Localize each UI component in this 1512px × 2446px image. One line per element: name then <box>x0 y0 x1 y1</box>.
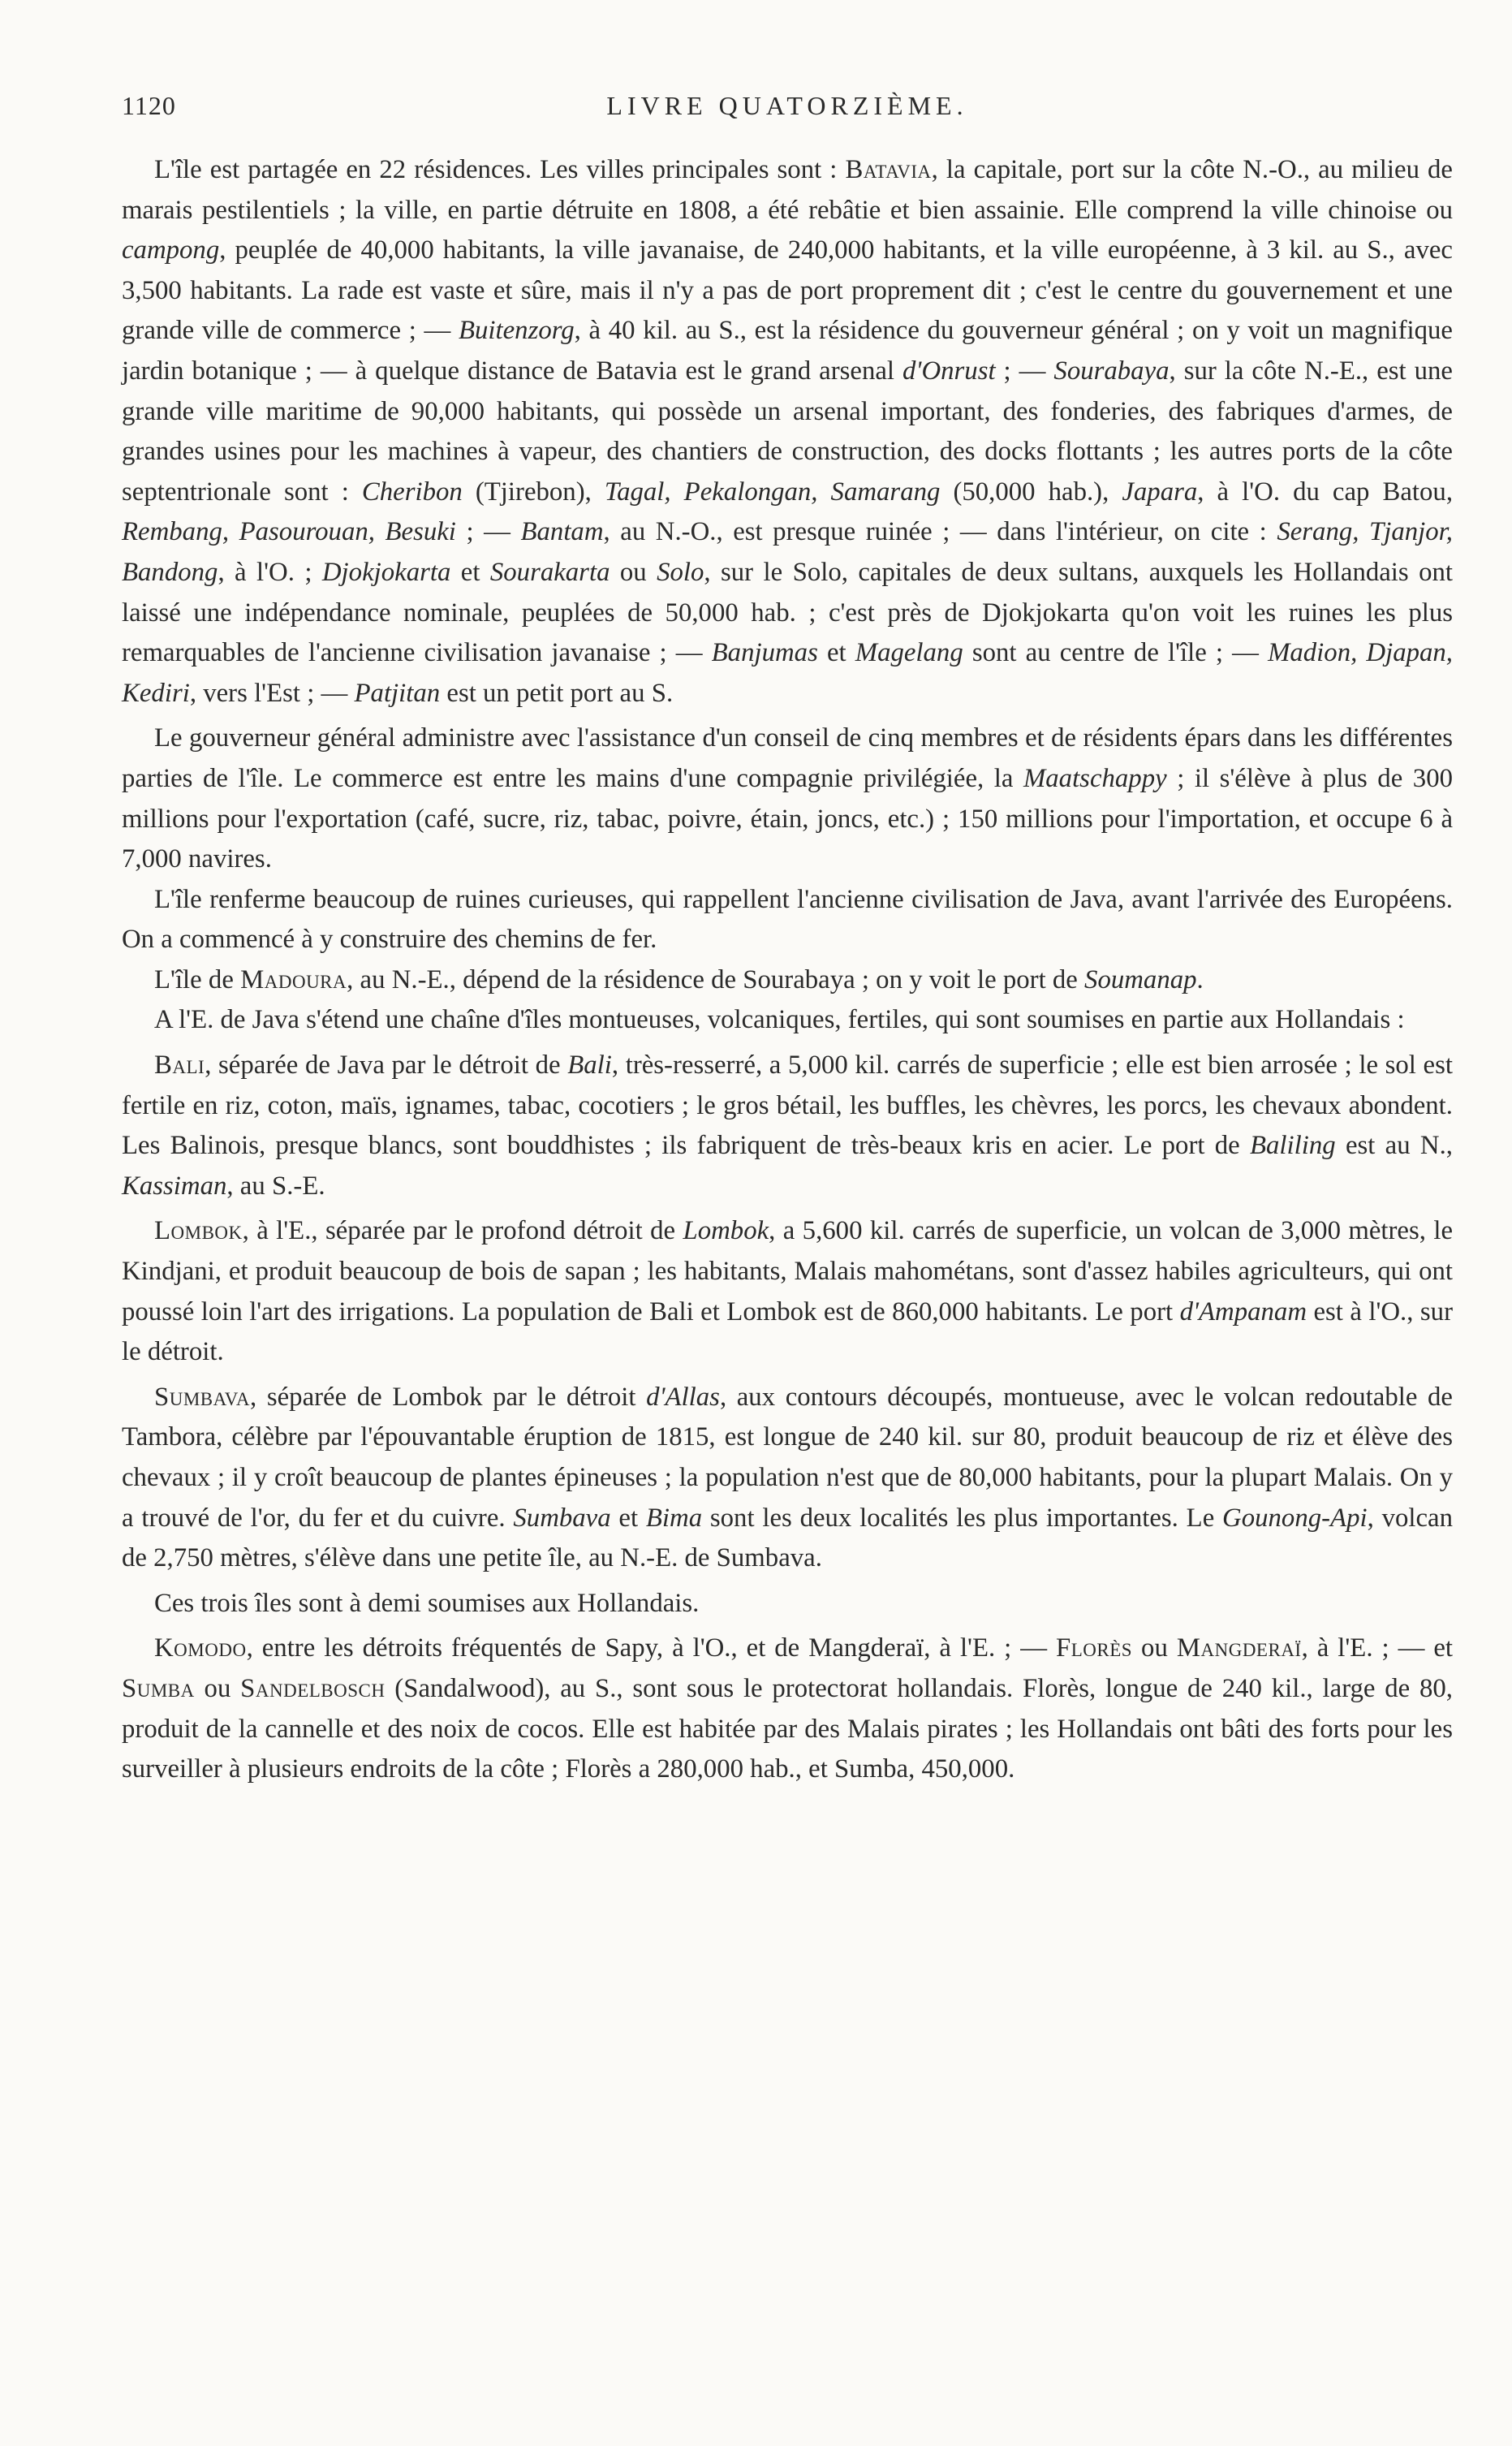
text-run: , très-resserré, a 5,000 kil. carrés de superficie ; elle est bien arrosée ; le sol est fertile en riz, coton, maïs, ignames, tabac, cocotiers ; le gros bétail, les buffles, les chèvres, les porcs, les chevaux abondent. Les Balinois, presque blancs, sont bouddhistes ; ils fabriquent de très-beaux kris en acier. Le port de <box>122 1050 1453 1161</box>
text-run: et <box>450 557 490 587</box>
place-name: Batavia <box>845 155 932 184</box>
text-run: , à l'O. ; <box>218 557 322 587</box>
paragraph-komodo <box>122 1629 1453 1789</box>
page-header <box>122 91 1453 132</box>
text-run: , sur la côte N.-E., est une grande ville maritime de 90,000 habitants, qui possède un arsenal important, des fonderies, des fabriques d'armes, de grandes usines pour les machines à vapeur, des chantiers de construction, des docks flottants ; les autres ports de la côte septentrionale sont : <box>122 356 1453 507</box>
text-run: ou <box>610 557 657 587</box>
place-name: Komodo <box>154 1633 247 1663</box>
text-run: Ces trois îles sont à demi soumises aux Hollandais. <box>154 1588 700 1618</box>
text-run: Le gouverneur général administre avec l'assistance d'un conseil de cinq membres et de résidents épars dans les différentes parties de l'île. Le commerce est entre les mains d'une compagnie privilégiée, la <box>122 723 1453 793</box>
text-run: ; il s'élève à plus de 300 millions pour l'exportation (café, sucre, riz, tabac, poivre, étain, joncs, etc.) ; 150 millions pour l'importation, et occupe 6 à 7,000 navires. <box>122 763 1453 874</box>
italic-place: Tagal, Pekalongan, Samarang <box>604 477 941 507</box>
italic-place: Banjumas <box>711 638 818 668</box>
italic-place: Sourakarta <box>489 557 610 587</box>
italic-place: Bali <box>567 1050 612 1081</box>
text-run: est au N., <box>1335 1131 1453 1161</box>
text-run: sont les deux localités les plus importantes. Le <box>702 1503 1223 1533</box>
text-run: , à 40 kil. au S., est la résidence du gouverneur général ; on y voit un magnifique jardin botanique ; — à quelque distance de Batavia est le grand arsenal <box>122 316 1453 386</box>
italic-place: Sumbava <box>513 1503 611 1533</box>
text-run: , au N.-E., dépend de la résidence de Sourabaya ; on y voit le port de <box>347 964 1085 994</box>
paragraph-bali <box>122 1046 1453 1206</box>
text-run: L'île de <box>154 964 241 994</box>
text-run: est un petit port au S. <box>440 678 674 708</box>
running-head: LIVRE QUATORZIÈME. <box>606 91 968 120</box>
italic-place: Patjitan <box>354 678 441 708</box>
text-run: A l'E. de Java s'étend une chaîne d'îles montueuses, volcaniques, fertiles, qui sont soumises en partie aux Hollandais : <box>154 1005 1405 1035</box>
body-text <box>122 150 1453 1790</box>
italic-place: Gounong-Api <box>1222 1503 1368 1533</box>
place-name: Sandelbosch <box>240 1673 386 1703</box>
text-run: , à l'E. ; — et <box>1301 1633 1453 1663</box>
text-run: (Sandalwood), au S., sont sous le protectorat hollandais. Florès, longue de 240 kil., large de 80, produit de la cannelle et des noix de cocos. Elle est habitée par des Malais pirates ; les Hollandais ont bâti des forts pour les surveiller à plusieurs endroits de la côte ; Florès a 280,000 hab., et Sumba, 450,000. <box>122 1673 1453 1784</box>
text-run: et <box>610 1503 646 1533</box>
text-run: (50,000 hab.), <box>940 477 1122 507</box>
text-run: , à l'E., séparée par le profond détroit de <box>242 1216 683 1246</box>
italic-place: Japara <box>1122 477 1198 507</box>
italic-place: Bantam <box>520 517 604 547</box>
place-name: Lombok <box>154 1216 243 1246</box>
paragraph-sumbava <box>122 1378 1453 1579</box>
place-name: Sumbava <box>154 1382 251 1412</box>
text-run: ou <box>1132 1633 1177 1663</box>
text-run: ; — <box>455 517 521 547</box>
italic-term: campong <box>122 235 220 265</box>
italic-place: d'Allas <box>646 1382 720 1412</box>
text-run: ou <box>194 1673 241 1703</box>
italic-place: Bima <box>645 1503 703 1533</box>
text-run: . <box>1196 964 1204 994</box>
text-run: , la capitale, port sur la côte N.-O., au milieu de marais pestilentiels ; la ville, en partie détruite en 1808, a été rebâtie et bien assainie. Elle comprend la ville chinoise ou <box>122 155 1453 225</box>
italic-place: Soumanap <box>1084 964 1197 994</box>
text-run: , peuplée de 40,000 habitants, la ville javanaise, de 240,000 habitants, et la ville européenne, à 3 kil. au S., avec 3,500 habitants. La rade est vaste et sûre, mais il n'y a pas de port proprement dit ; c'est le centre du gouvernement et une grande ville de commerce ; — <box>122 235 1453 346</box>
text-run: L'île renferme beaucoup de ruines curieuses, qui rappellent l'ancienne civilisation de Java, avant l'arrivée des Européens. On a commencé à y construire des chemins de fer. <box>122 884 1453 955</box>
text-run: , volcan de 2,750 mètres, s'élève dans une petite île, au N.-E. de Sumbava. <box>122 1503 1453 1573</box>
italic-place: Lombok <box>683 1216 769 1246</box>
place-name: Madoura <box>240 964 347 994</box>
italic-place: d'Ampanam <box>1179 1296 1307 1327</box>
text-run: est à l'O., sur le détroit. <box>122 1296 1453 1367</box>
text-run: et <box>817 638 855 668</box>
italic-place: Magelang <box>855 638 963 668</box>
paragraph-three-islands <box>122 1584 1453 1624</box>
italic-term: Maatschappy <box>1023 763 1167 793</box>
text-run: , vers l'Est ; — <box>189 678 355 708</box>
italic-place: d'Onrust <box>902 356 996 386</box>
text-run: , aux contours découpés, montueuse, avec le volcan redoutable de Tambora, célèbre par l'épouvantable éruption de 1815, est longue de 240 kil. sur 80, produit beaucoup de riz et élève des chevaux ; il y croît beaucoup de plantes épineuses ; la population n'est que de 80,000 habitants, pour la plupart Malais. On y a trouvé de l'or, du fer et du cuivre. <box>122 1382 1453 1533</box>
place-name: Sumba <box>122 1673 195 1703</box>
italic-place: Cheribon <box>361 477 463 507</box>
italic-place: Sourabaya <box>1053 356 1170 386</box>
paragraph-governor <box>122 718 1453 879</box>
text-run: (Tjirebon), <box>462 477 605 507</box>
text-run: sont au centre de l'île ; — <box>963 638 1269 668</box>
paragraph-island-chain <box>122 1000 1453 1041</box>
place-name: Florès <box>1056 1633 1133 1663</box>
text-run: , séparée de Lombok par le détroit <box>250 1382 647 1412</box>
text-run: , sur le Solo, capitales de deux sultans, auxquels les Hollandais ont laissé une indépendance nominale, peuplées de 50,000 hab. ; c'est près de Djokjokarta qu'on voit les ruines les plus remarquables de l'ancienne civilisation javanaise ; — <box>122 557 1453 668</box>
paragraph-batavia <box>122 150 1453 714</box>
italic-place: Solo <box>657 557 704 587</box>
italic-place: Djokjokarta <box>321 557 451 587</box>
paragraph-madoura <box>122 960 1453 1001</box>
place-name: Mangderaï <box>1176 1633 1302 1663</box>
paragraph-ruins <box>122 880 1453 960</box>
paragraph-lombok <box>122 1211 1453 1372</box>
text-run: , au N.-O., est presque ruinée ; — dans l'intérieur, on cite : <box>603 517 1277 547</box>
text-run: , a 5,600 kil. carrés de superficie, un volcan de 3,000 mètres, le Kindjani, et produit beaucoup de bois de sapan ; les habitants, Malais mahométans, sont d'assez habiles agriculteurs, qui ont poussé loin l'art des irrigations. La population de Bali et Lombok est de 860,000 habitants. Le port <box>122 1216 1453 1327</box>
text-run: , au S.-E. <box>226 1171 325 1201</box>
place-name: Bali <box>154 1050 205 1081</box>
text-run: ; — <box>995 356 1054 386</box>
italic-place: Kassiman <box>122 1171 227 1201</box>
italic-place: Baliling <box>1250 1131 1336 1161</box>
text-run: , séparée de Java par le détroit de <box>205 1050 568 1081</box>
text-run: , à l'O. du cap Batou, <box>1197 477 1454 507</box>
page-number: 1120 <box>122 91 176 120</box>
italic-place: Rembang, Pasourouan, Besuki <box>122 517 456 547</box>
text-run: L'île est partagée en 22 résidences. Les villes principales sont : <box>154 155 846 184</box>
text-run: , entre les détroits fréquentés de Sapy, à l'O., et de Mangderaï, à l'E. ; — <box>246 1633 1056 1663</box>
italic-place: Buitenzorg <box>458 316 575 346</box>
italic-place: Serang, Tjanjor, Bandong <box>122 517 1453 587</box>
italic-place: Madion, Djapan, Kediri <box>122 638 1453 708</box>
